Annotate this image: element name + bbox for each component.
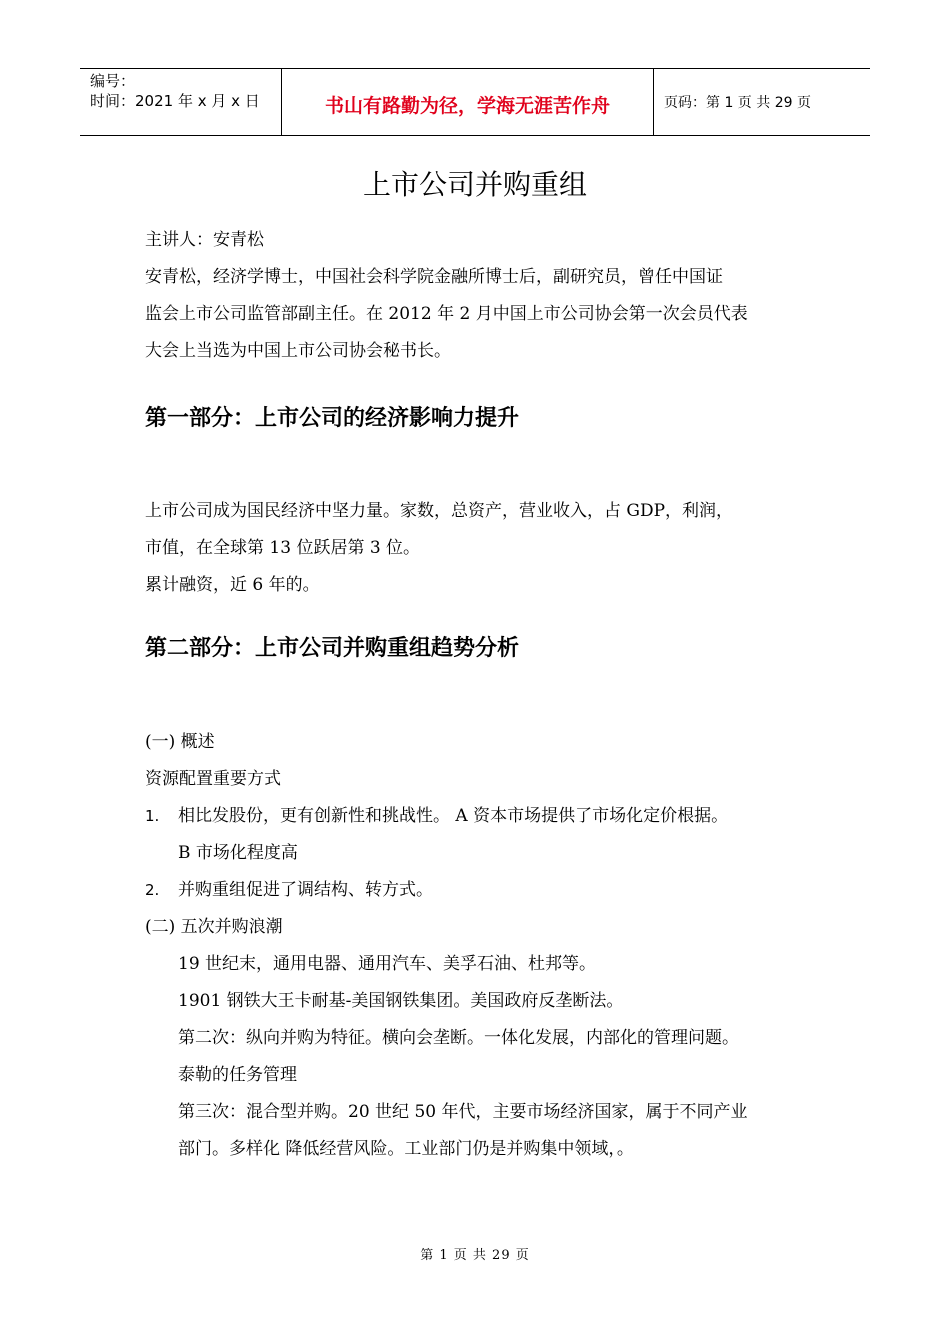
list-item (145, 798, 845, 835)
section2-heading: 第二部分：上市公司并购重组趋势分析 (145, 636, 520, 661)
paragraph: 泰勒的任务管理 (178, 1065, 297, 1085)
bio-line: 安青松，经济学博士，中国社会科学院金融所博士后，副研究员，曾任中国证 (145, 267, 723, 287)
list-item (145, 872, 845, 909)
header-page-info: 页码：第 1 页 共 29 页 (664, 95, 811, 111)
paragraph: 19 世纪末，通用电器、通用汽车、美孚石油、杜邦等。 (178, 954, 597, 974)
speaker-line: 主讲人：安青松 (145, 230, 264, 250)
section1-paragraph: 市值，在全球第 13 位跃居第 3 位。 (145, 538, 421, 558)
section1-paragraph: 累计融资，近 6 年的。 (145, 575, 320, 595)
page-header (80, 68, 870, 136)
list-number: 1. (145, 807, 160, 825)
paragraph: 资源配置重要方式 (145, 769, 281, 789)
section1-paragraph: 上市公司成为国民经济中坚力量。家数，总资产，营业收入，占 GDP，利润， (145, 501, 734, 521)
header-number-label: 编号： (90, 72, 136, 90)
paragraph: 第二次：纵向并购为特征。横向会垄断。一体化发展，内部化的管理问题。 (178, 1028, 739, 1048)
header-motto: 书山有路勤为径，学海无涯苦作舟 (281, 69, 654, 135)
header-time-label: 时间：2021 年 x 月 x 日 (90, 92, 260, 110)
page-footer: 第 1 页 共 29 页 (420, 1248, 530, 1263)
list-continuation: B 市场化程度高 (178, 843, 298, 863)
list-number: 2. (145, 881, 160, 899)
document-body (145, 222, 845, 1168)
document-title: 上市公司并购重组 (362, 168, 587, 201)
subsection-heading: (一) 概述 (145, 732, 215, 752)
paragraph: 部门。多样化 降低经营风险。工业部门仍是并购集中领域，。 (178, 1139, 634, 1159)
bio-line: 大会上当选为中国上市公司协会秘书长。 (145, 341, 451, 361)
bio-line: 监会上市公司监管部副主任。在 2012 年 2 月中国上市公司协会第一次会员代表 (145, 304, 748, 324)
list-text: 相比发股份，更有创新性和挑战性。 A 资本市场提供了市场化定价根据。 (178, 806, 729, 826)
paragraph: 1901 钢铁大王卡耐基-美国钢铁集团。美国政府反垄断法。 (178, 991, 624, 1011)
section1-heading: 第一部分：上市公司的经济影响力提升 (145, 406, 520, 431)
list-text: 并购重组促进了调结构、转方式。 (178, 880, 433, 900)
header-meta (80, 69, 281, 135)
subsection-heading: (二) 五次并购浪潮 (145, 917, 283, 937)
paragraph: 第三次：混合型并购。20 世纪 50 年代，主要市场经济国家，属于不同产业 (178, 1102, 748, 1122)
